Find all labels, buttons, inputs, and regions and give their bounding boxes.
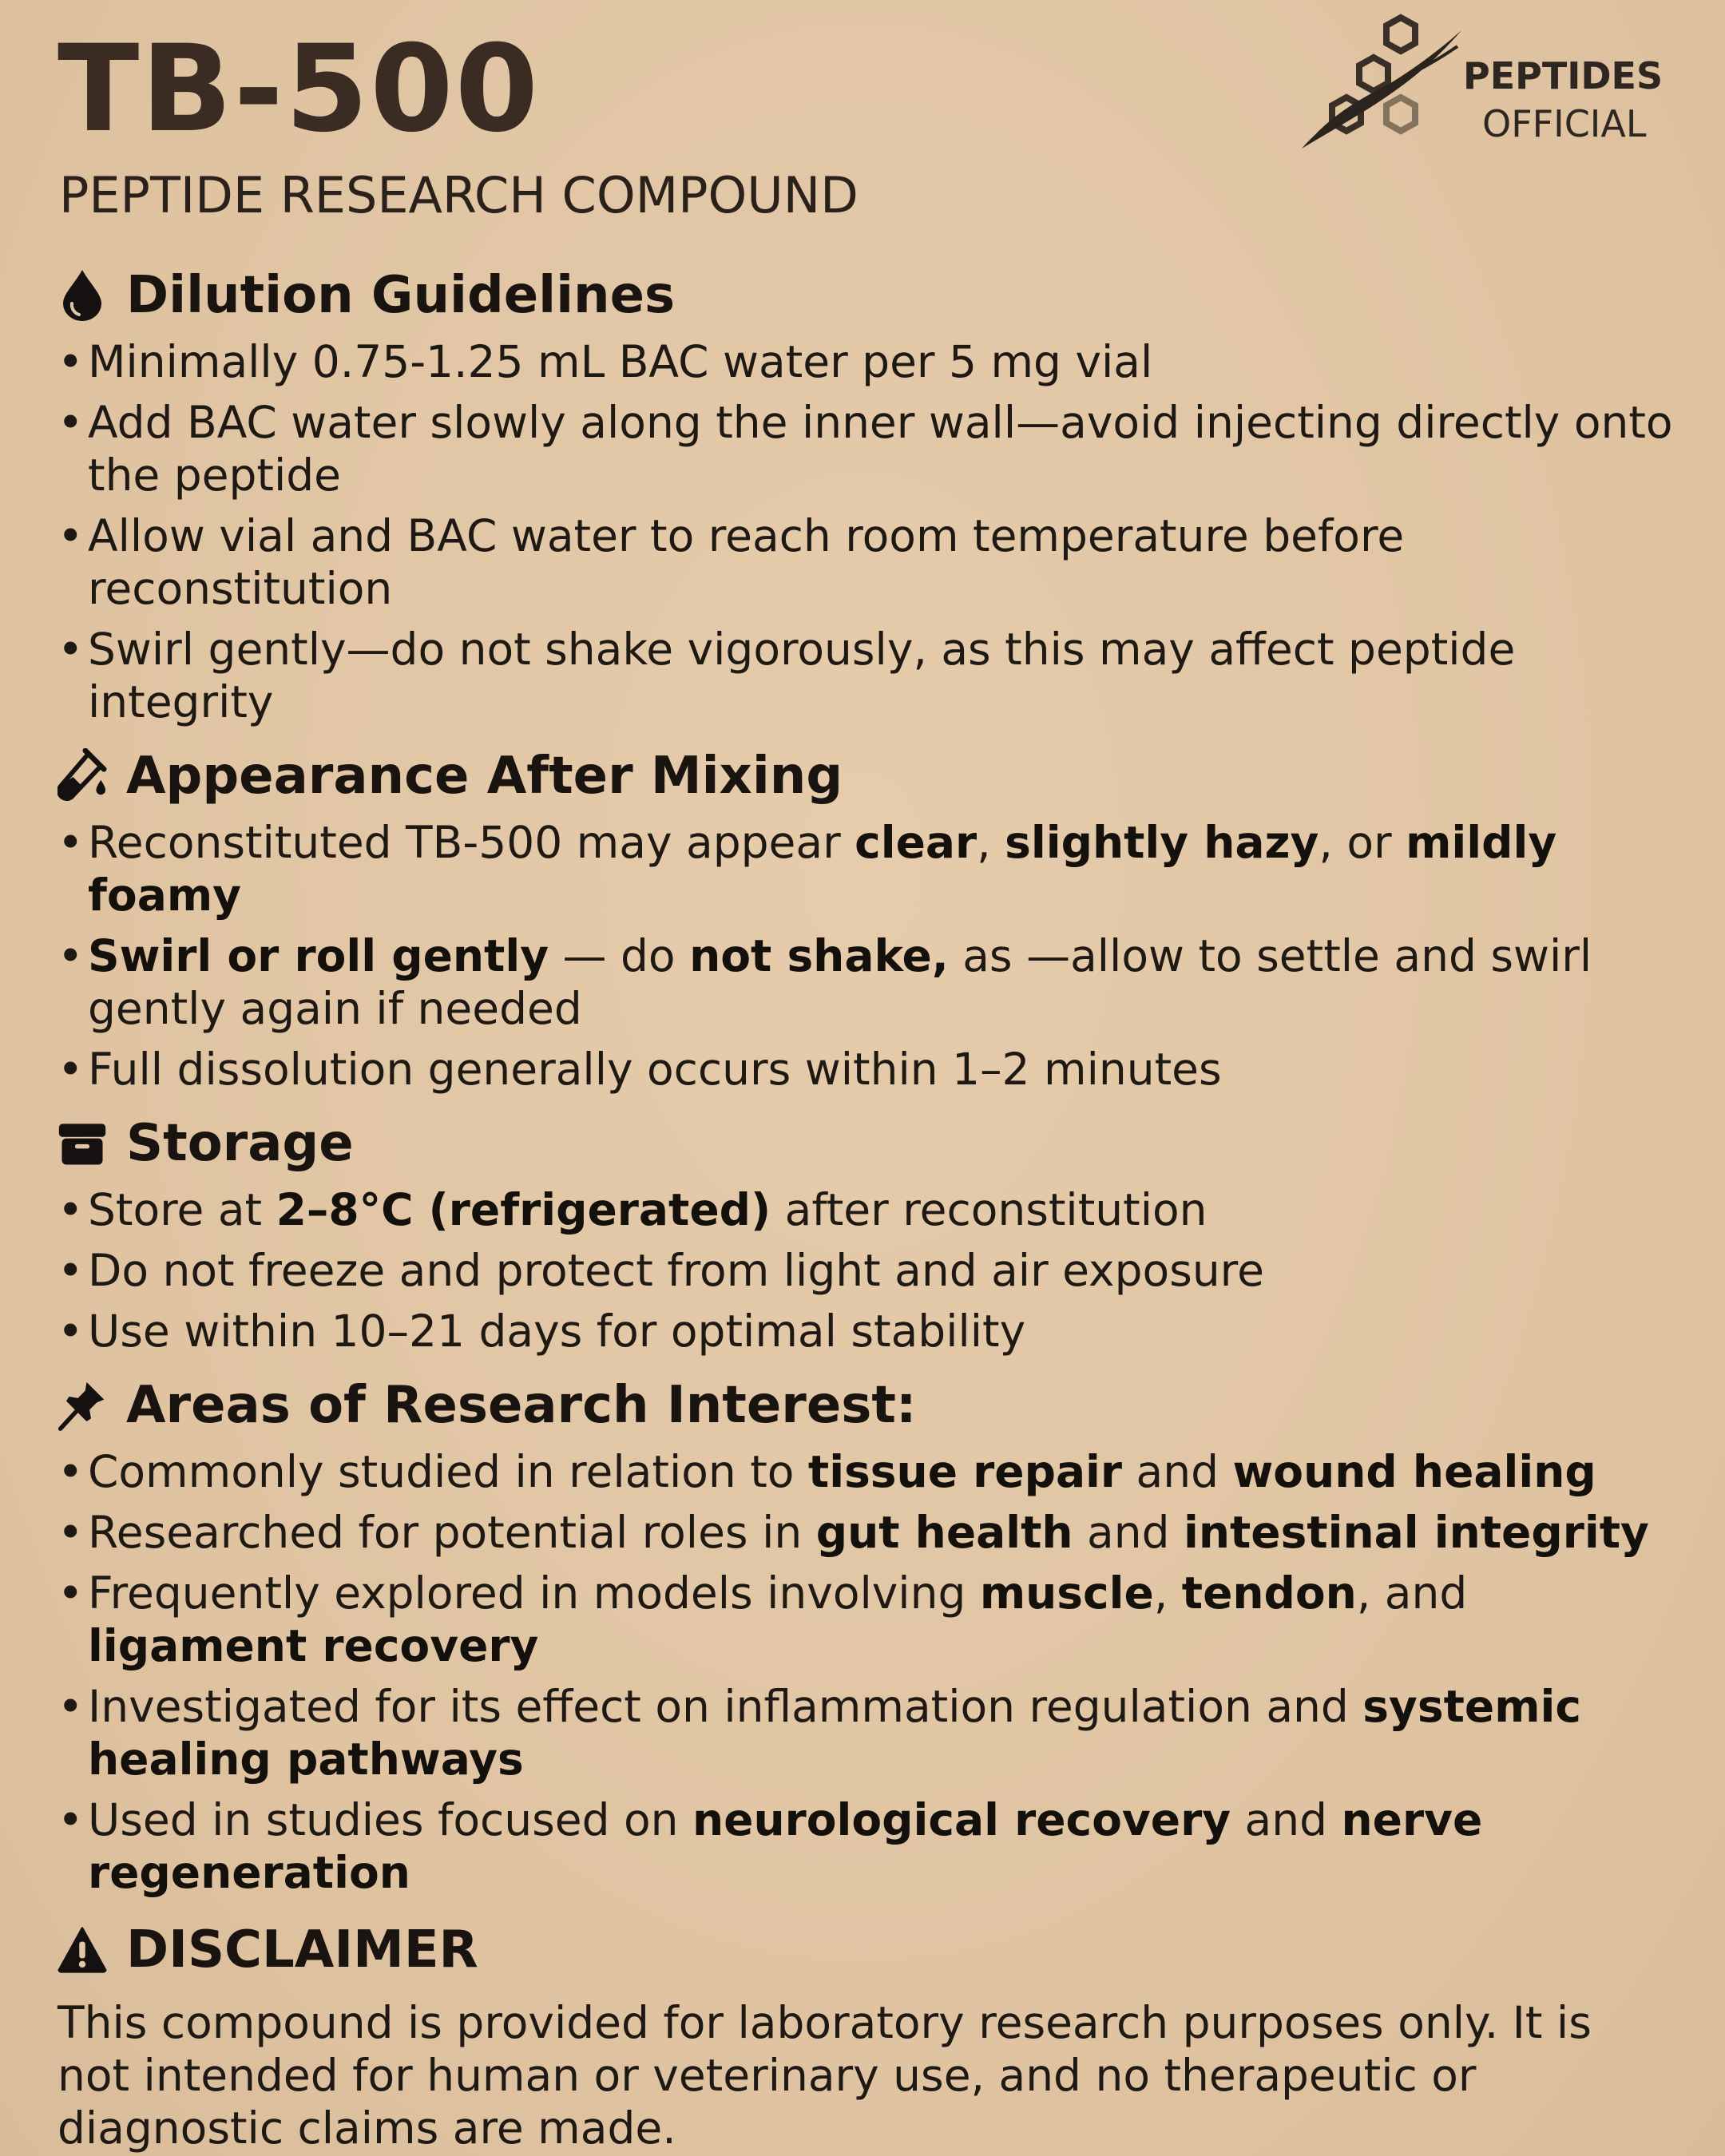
list-item (58, 929, 1687, 1035)
bold-text: slightly hazy (1005, 817, 1319, 868)
item-text: Commonly studied in relation to (88, 1446, 808, 1497)
bullet-icon: • (58, 1184, 84, 1235)
appearance-list (58, 816, 1687, 1096)
list-item (58, 1305, 1687, 1357)
product-subtitle: PEPTIDE RESEARCH COMPOUND (59, 166, 859, 224)
bold-text: systemic healing pathways (88, 1681, 1581, 1785)
item-text: Researched for potential roles in (88, 1507, 816, 1558)
section-dilution (58, 256, 1687, 728)
bold-text: not shake, (689, 930, 949, 981)
item-text: , and (1356, 1567, 1468, 1619)
bullet-icon: • (58, 817, 84, 868)
pushpin-icon (58, 1377, 107, 1433)
content-area (58, 256, 1687, 2154)
item-text: , (977, 817, 1005, 868)
water-drop-icon (58, 268, 107, 323)
section-header (58, 1104, 1687, 1183)
logo-text-peptides: PEPTIDES (1463, 54, 1664, 97)
list-item (58, 1680, 1687, 1785)
hexagon-logo-icon (1294, 6, 1469, 158)
list-item (58, 335, 1687, 388)
section-title: Areas of Research Interest: (126, 1376, 917, 1435)
item-text: Store at (88, 1184, 276, 1235)
section-title: Appearance After Mixing (126, 747, 843, 806)
research-list (58, 1445, 1687, 1899)
bullet-icon: • (58, 397, 84, 448)
bold-text: tendon (1181, 1567, 1357, 1619)
brand-logo (1294, 6, 1677, 158)
bold-text: 2–8°C (refrigerated) (276, 1184, 771, 1235)
item-text: — do (549, 930, 690, 981)
bold-text: nerve regeneration (88, 1794, 1483, 1898)
bullet-icon: • (58, 510, 84, 561)
list-item (58, 1183, 1687, 1236)
disclaimer-text: This compound is provided for laboratory research purposes only. It is not intended for human or veterinary use, and no therapeutic or diagnostic claims are made. (58, 1997, 1592, 2154)
bullet-icon: • (58, 624, 84, 675)
item-text: Investigated for its effect on inflammation regulation and (88, 1681, 1363, 1732)
product-title: TB-500 (58, 20, 541, 159)
test-tube-icon (58, 748, 107, 804)
list-item (58, 1043, 1687, 1096)
bold-text: ligament recovery (88, 1620, 539, 1671)
bullet-icon: • (58, 1044, 84, 1095)
item-text: Use within 10–21 days for optimal stability (88, 1306, 1026, 1357)
section-header (58, 1365, 1687, 1445)
item-text: Add BAC water slowly along the inner wall—avoid injecting directly onto the peptide (88, 397, 1673, 501)
section-appearance (58, 736, 1687, 1096)
item-text: and (1122, 1446, 1233, 1497)
bullet-icon: • (58, 1507, 84, 1558)
logo-text-official: OFFICIAL (1482, 102, 1647, 145)
disclaimer-title: DISCLAIMER (126, 1920, 478, 1980)
item-text: Used in studies focused on (88, 1794, 693, 1845)
bullet-icon: • (58, 1794, 84, 1845)
bullet-icon: • (58, 1681, 84, 1732)
item-text: and (1231, 1794, 1342, 1845)
section-header (58, 256, 1687, 335)
bold-text: neurological recovery (692, 1794, 1231, 1845)
item-text: Minimally 0.75-1.25 mL BAC water per 5 mg vial (88, 336, 1153, 387)
item-text: Full dissolution generally occurs within 1–2 minutes (88, 1044, 1222, 1095)
bold-text: muscle (979, 1567, 1154, 1619)
bullet-icon: • (58, 1446, 84, 1497)
bold-text: gut health (815, 1507, 1073, 1558)
section-title: Storage (126, 1114, 354, 1173)
section-storage (58, 1104, 1687, 1357)
item-text: Swirl gently—do not shake vigorously, as this may affect peptide integrity (88, 624, 1516, 727)
list-item (58, 509, 1687, 615)
bullet-icon: • (58, 1567, 84, 1619)
list-item (58, 623, 1687, 728)
dilution-list (58, 335, 1687, 728)
bold-text: Swirl or roll gently (88, 930, 549, 981)
item-text: Do not freeze and protect from light and air exposure (88, 1245, 1264, 1296)
item-text: Allow vial and BAC water to reach room temperature before reconstitution (88, 510, 1405, 614)
section-header (58, 736, 1687, 816)
item-text: Frequently explored in models involving (88, 1567, 980, 1619)
bullet-icon: • (58, 1306, 84, 1357)
warning-icon (58, 1922, 107, 1978)
bullet-icon: • (58, 336, 84, 387)
section-header (58, 1910, 1687, 1990)
item-text: , or (1319, 817, 1406, 868)
list-item (58, 816, 1687, 921)
bold-text: tissue repair (807, 1446, 1123, 1497)
bold-text: intestinal integrity (1184, 1507, 1649, 1558)
list-item (58, 1567, 1687, 1672)
list-item (58, 1793, 1687, 1899)
bullet-icon: • (58, 930, 84, 981)
list-item (58, 1244, 1687, 1297)
section-disclaimer (58, 1910, 1687, 2154)
item-text: after reconstitution (771, 1184, 1208, 1235)
item-text: , (1153, 1567, 1182, 1619)
list-item (58, 1506, 1687, 1559)
bold-text: clear (855, 817, 978, 868)
storage-list (58, 1183, 1687, 1357)
section-research (58, 1365, 1687, 1899)
item-text: and (1073, 1507, 1184, 1558)
bold-text: mildly foamy (88, 817, 1557, 921)
bold-text: wound healing (1232, 1446, 1596, 1497)
bullet-icon: • (58, 1245, 84, 1296)
storage-box-icon (58, 1116, 107, 1171)
item-text: as —allow to settle and swirl gently again if needed (88, 930, 1592, 1034)
list-item (58, 396, 1687, 501)
list-item (58, 1445, 1687, 1498)
item-text: Reconstituted TB-500 may appear (88, 817, 855, 868)
section-title: Dilution Guidelines (126, 266, 676, 325)
